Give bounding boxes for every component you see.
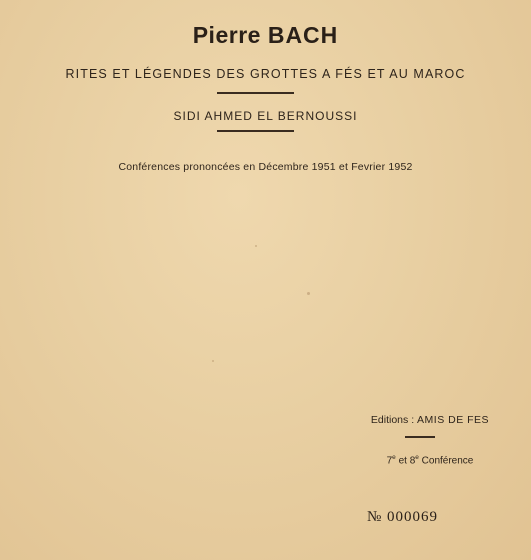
- paper-speck: [307, 292, 310, 295]
- conf-seven-suffix: e: [392, 454, 396, 461]
- second-title: SIDI AHMED EL BERNOUSSI: [173, 109, 358, 123]
- conference-number: [340, 454, 520, 466]
- publisher-line: [340, 414, 520, 426]
- author-name: [0, 22, 531, 49]
- divider-rule: [217, 92, 294, 94]
- conf-and: et: [395, 455, 410, 467]
- conferences-line: Conférences prononcées en Décembre 1951 et Fevrier 1952: [118, 161, 413, 173]
- paper-speck: [255, 245, 257, 247]
- author-surname: BACH: [267, 22, 339, 48]
- divider-rule: [405, 436, 435, 438]
- publisher-name: AMIS DE FES: [417, 414, 490, 426]
- book-title: RITES ET LÉGENDES DES GROTTES A FÉS ET AU MAROC: [65, 67, 466, 81]
- conf-eight: 8: [409, 455, 416, 467]
- divider-rule: [217, 130, 294, 132]
- editions-label: Editions :: [370, 414, 415, 426]
- conf-eight-suffix: e: [415, 454, 419, 461]
- conf-word: Conférence: [418, 455, 474, 467]
- paper-speck: [212, 360, 214, 362]
- serial-number: № 000069: [367, 509, 439, 525]
- author-first-name: Pierre: [192, 22, 261, 48]
- conf-seven: 7: [386, 455, 393, 467]
